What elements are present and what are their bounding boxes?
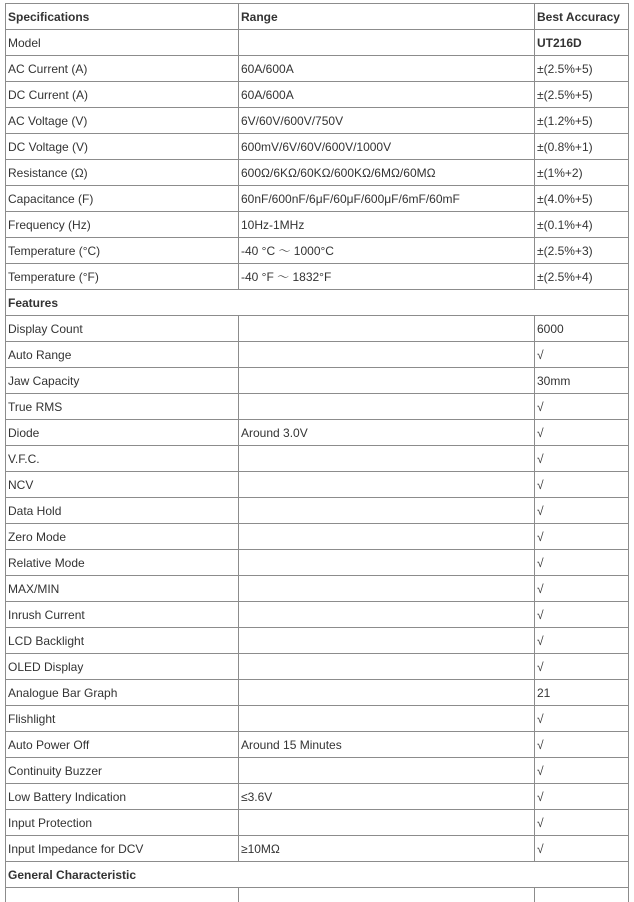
feature-value: √ [535,394,629,420]
feature-row [6,342,629,368]
feature-value: √ [535,758,629,784]
feature-value: √ [535,602,629,628]
feature-value: √ [535,732,629,758]
feature-range [239,602,535,628]
feature-value: √ [535,420,629,446]
header-range: Range [239,4,535,30]
spec-accuracy: ±(2.5%+4) [535,264,629,290]
feature-label: Input Impedance for DCV [6,836,239,862]
spec-range: -40 °F ～ 1832°F [239,264,535,290]
feature-value: √ [535,706,629,732]
spec-accuracy: ±(4.0%+5) [535,186,629,212]
general-heading: General Characteristic [6,862,629,888]
spec-accuracy: ±(2.5%+3) [535,238,629,264]
feature-label: LCD Backlight [6,628,239,654]
header-best-accuracy: Best Accuracy [535,4,629,30]
feature-row [6,498,629,524]
spec-label: DC Current (A) [6,82,239,108]
feature-row [6,420,629,446]
feature-row [6,706,629,732]
feature-range: ≤3.6V [239,784,535,810]
feature-value: 30mm [535,368,629,394]
spec-range: 10Hz-1MHz [239,212,535,238]
table-body [6,4,629,902]
spec-row [6,212,629,238]
general-heading-row [6,862,629,888]
feature-range [239,498,535,524]
partial-cell-1 [6,888,239,902]
partial-cell-2 [239,888,535,902]
spec-row [6,108,629,134]
feature-row [6,654,629,680]
feature-range [239,446,535,472]
feature-row [6,732,629,758]
feature-label: Data Hold [6,498,239,524]
spec-row [6,56,629,82]
feature-label: Diode [6,420,239,446]
spec-label: AC Voltage (V) [6,108,239,134]
feature-row [6,472,629,498]
feature-row [6,810,629,836]
feature-row [6,524,629,550]
feature-label: OLED Display [6,654,239,680]
spec-label: Resistance (Ω) [6,160,239,186]
feature-range [239,472,535,498]
model-row [6,30,629,56]
feature-range [239,342,535,368]
model-range [239,30,535,56]
feature-row [6,576,629,602]
spec-label: Capacitance (F) [6,186,239,212]
spec-accuracy: ±(1%+2) [535,160,629,186]
feature-label: Relative Mode [6,550,239,576]
feature-range [239,576,535,602]
feature-row [6,628,629,654]
spec-row [6,186,629,212]
feature-row [6,758,629,784]
feature-value: √ [535,446,629,472]
features-heading: Features [6,290,629,316]
model-value: UT216D [535,30,629,56]
feature-range [239,394,535,420]
feature-range [239,680,535,706]
spec-label: Frequency (Hz) [6,212,239,238]
feature-label: NCV [6,472,239,498]
feature-range [239,368,535,394]
spec-label: AC Current (A) [6,56,239,82]
feature-value: √ [535,628,629,654]
feature-row [6,602,629,628]
spec-range: 60A/600A [239,56,535,82]
feature-value: √ [535,836,629,862]
feature-value: √ [535,550,629,576]
feature-value: √ [535,498,629,524]
feature-label: Continuity Buzzer [6,758,239,784]
feature-range [239,810,535,836]
spec-range: 60nF/600nF/6μF/60μF/600μF/6mF/60mF [239,186,535,212]
feature-value: √ [535,472,629,498]
feature-label: True RMS [6,394,239,420]
feature-label: Jaw Capacity [6,368,239,394]
feature-range: Around 3.0V [239,420,535,446]
feature-row [6,446,629,472]
spec-range: 600mV/6V/60V/600V/1000V [239,134,535,160]
spec-row [6,160,629,186]
feature-label: V.F.C. [6,446,239,472]
spec-row [6,238,629,264]
feature-value: 21 [535,680,629,706]
partial-cell-3 [535,888,629,902]
feature-range [239,628,535,654]
spec-accuracy: ±(1.2%+5) [535,108,629,134]
feature-range [239,316,535,342]
model-label: Model [6,30,239,56]
feature-value: √ [535,784,629,810]
specifications-table [5,3,629,902]
feature-label: Flishlight [6,706,239,732]
feature-row [6,368,629,394]
feature-range: Around 15 Minutes [239,732,535,758]
feature-value: 6000 [535,316,629,342]
features-heading-row [6,290,629,316]
feature-row [6,394,629,420]
feature-label: Low Battery Indication [6,784,239,810]
feature-value: √ [535,810,629,836]
feature-label: Inrush Current [6,602,239,628]
feature-label: Analogue Bar Graph [6,680,239,706]
spec-row [6,82,629,108]
table-row-partial [6,888,629,902]
feature-label: Zero Mode [6,524,239,550]
feature-range: ≥10MΩ [239,836,535,862]
spec-accuracy: ±(2.5%+5) [535,56,629,82]
feature-value: √ [535,576,629,602]
feature-range [239,524,535,550]
spec-range: 60A/600A [239,82,535,108]
feature-range [239,706,535,732]
spec-accuracy: ±(2.5%+5) [535,82,629,108]
header-row [6,4,629,30]
spec-range: 6V/60V/600V/750V [239,108,535,134]
feature-row [6,680,629,706]
feature-row [6,836,629,862]
feature-value: √ [535,654,629,680]
feature-label: Display Count [6,316,239,342]
feature-row [6,316,629,342]
feature-label: Auto Range [6,342,239,368]
spec-row [6,264,629,290]
spec-label: DC Voltage (V) [6,134,239,160]
feature-label: Input Protection [6,810,239,836]
spec-accuracy: ±(0.1%+4) [535,212,629,238]
feature-value: √ [535,524,629,550]
feature-range [239,550,535,576]
feature-label: Auto Power Off [6,732,239,758]
spec-range: -40 °C ～ 1000°C [239,238,535,264]
spec-label: Temperature (°F) [6,264,239,290]
header-specifications: Specifications [6,4,239,30]
spec-label: Temperature (°C) [6,238,239,264]
spec-row [6,134,629,160]
feature-value: √ [535,342,629,368]
spec-range: 600Ω/6KΩ/60KΩ/600KΩ/6MΩ/60MΩ [239,160,535,186]
feature-row [6,784,629,810]
feature-range [239,654,535,680]
feature-label: MAX/MIN [6,576,239,602]
spec-accuracy: ±(0.8%+1) [535,134,629,160]
feature-range [239,758,535,784]
feature-row [6,550,629,576]
